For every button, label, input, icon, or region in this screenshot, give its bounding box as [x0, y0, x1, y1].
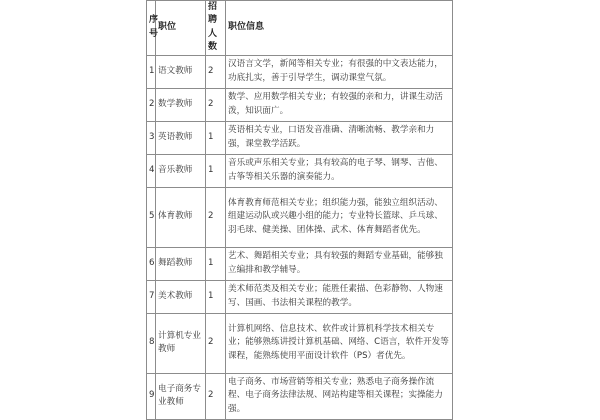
cell-info: 数学、应用数学相关专业；有较强的亲和力，讲课生动活泼，知识面广。	[226, 88, 453, 121]
cell-count: 1	[206, 121, 226, 154]
table-row	[147, 373, 453, 419]
cell-no: 6	[147, 247, 156, 280]
cell-position: 英语教师	[156, 121, 206, 154]
recruitment-table-sheet	[146, 0, 452, 420]
cell-no: 7	[147, 280, 156, 313]
cell-count: 1	[206, 154, 226, 187]
cell-position: 体育教师	[156, 187, 206, 247]
cell-position: 语文教师	[156, 55, 206, 88]
recruitment-table	[146, 0, 453, 420]
cell-count: 2	[206, 187, 226, 247]
cell-no: 3	[147, 121, 156, 154]
cell-position: 数学教师	[156, 88, 206, 121]
cell-count: 2	[206, 55, 226, 88]
header-count: 招聘人数	[206, 1, 226, 56]
cell-position: 电子商务专业教师	[156, 373, 206, 419]
cell-info: 艺术、舞蹈相关专业；具有较强的舞蹈专业基础，能够独立编排和教学辅导。	[226, 247, 453, 280]
cell-no: 4	[147, 154, 156, 187]
cell-position: 美术教师	[156, 280, 206, 313]
table-row	[147, 121, 453, 154]
table-row	[147, 154, 453, 187]
cell-position: 音乐教师	[156, 154, 206, 187]
cell-count: 2	[206, 373, 226, 419]
header-info: 职位信息	[226, 1, 453, 56]
cell-count: 1	[206, 247, 226, 280]
cell-position: 舞蹈教师	[156, 247, 206, 280]
cell-info: 美术师范类及相关专业；能胜任素描、色彩静物、人物速写、国画、书法相关课程的教学。	[226, 280, 453, 313]
cell-no: 8	[147, 313, 156, 373]
cell-count: 2	[206, 313, 226, 373]
cell-count: 1	[206, 280, 226, 313]
cell-no: 9	[147, 373, 156, 419]
cell-count: 2	[206, 88, 226, 121]
cell-no: 5	[147, 187, 156, 247]
cell-no: 1	[147, 55, 156, 88]
cell-no: 2	[147, 88, 156, 121]
cell-info: 体育教育师范相关专业；组织能力强，能独立组织活动、组建运动队或兴趣小组的能力；专业特长篮球、乒乓球、羽毛球、健美操、团体操、武术、体育舞蹈者优先。	[226, 187, 453, 247]
cell-info: 音乐或声乐相关专业；具有较高的电子琴、钢琴、吉他、古筝等相关乐器的演奏能力。	[226, 154, 453, 187]
header-position: 职位	[156, 1, 206, 56]
table-row	[147, 187, 453, 247]
cell-info: 计算机网络、信息技术、软件或计算机科学技术相关专业；能够熟练讲授计算机基础、网络、C语言，软件开发等课程，能熟练使用平面设计软件（PS）者优先。	[226, 313, 453, 373]
cell-info: 汉语言文学，新闻等相关专业；有很强的中文表达能力，功底扎实，善于引导学生，调动课堂气氛。	[226, 55, 453, 88]
cell-position: 计算机专业教师	[156, 313, 206, 373]
table-row	[147, 247, 453, 280]
table-row	[147, 88, 453, 121]
table-header	[147, 1, 453, 56]
cell-info: 英语相关专业，口语发音准确、清晰流畅、教学亲和力强，课堂教学活跃。	[226, 121, 453, 154]
header-no: 序号	[147, 1, 156, 56]
table-row	[147, 55, 453, 88]
table-row	[147, 313, 453, 373]
cell-info: 电子商务、市场营销等相关专业；熟悉电子商务操作流程、电子商务法律法规、网站构建等相关课程；实操能力强。	[226, 373, 453, 419]
table-row	[147, 280, 453, 313]
table-body	[147, 55, 453, 419]
